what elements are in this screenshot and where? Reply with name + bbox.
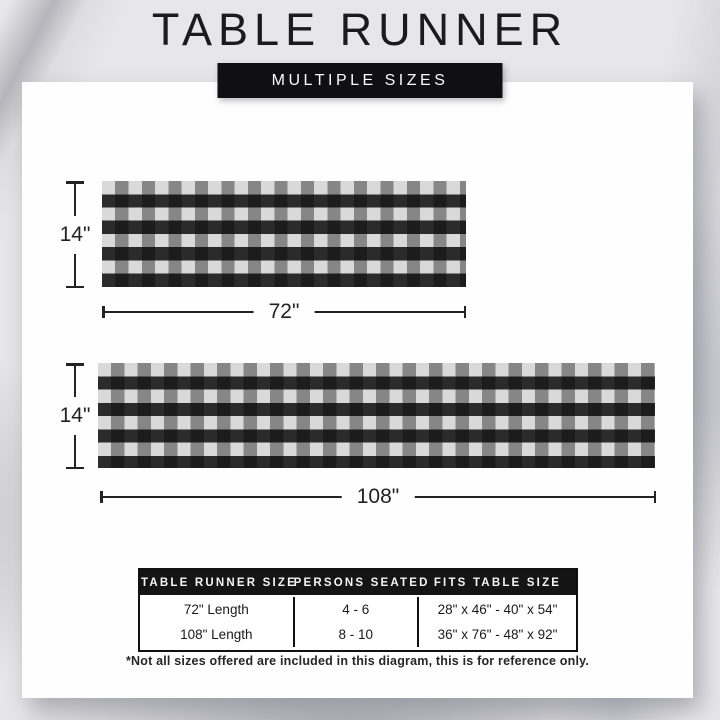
table-cell: 28" x 46" - 40" x 54"	[437, 602, 558, 617]
size-table-header-row	[140, 570, 576, 595]
table-cell: 8 - 10	[293, 622, 419, 647]
dimension-cap	[654, 491, 657, 503]
size-table-body	[140, 595, 576, 650]
dimension-cap	[66, 286, 84, 289]
height-dimension-72	[59, 181, 91, 288]
page-title: TABLE RUNNER	[151, 4, 569, 55]
size-table-header-cell: TABLE RUNNER SIZE	[141, 577, 298, 589]
table-cell: 4 - 6	[293, 597, 419, 622]
runner-108-swatch	[98, 363, 655, 468]
runner-72-swatch	[102, 181, 466, 287]
table-row	[140, 622, 576, 647]
width-label-108: 108"	[342, 483, 415, 511]
width-dimension-72	[102, 300, 466, 323]
sizes-badge: MULTIPLE SIZES	[218, 63, 503, 98]
size-table-header-cell: FITS TABLE SIZE	[433, 577, 562, 589]
dimension-cap	[464, 306, 467, 318]
info-card	[22, 82, 693, 698]
height-dimension-108	[59, 363, 91, 469]
height-label-72: 14"	[57, 216, 94, 254]
height-label-108: 14"	[57, 397, 94, 435]
table-cell: 108" Length	[180, 627, 253, 642]
table-cell: 36" x 76" - 48" x 92"	[437, 627, 558, 642]
table-cell: 72" Length	[183, 602, 249, 617]
width-dimension-108	[100, 485, 656, 508]
footnote: *Not all sizes offered are included in this diagram, this is for reference only.	[125, 654, 590, 668]
width-label-72: 72"	[254, 298, 315, 326]
size-table	[138, 568, 578, 652]
table-row	[140, 597, 576, 622]
dimension-cap	[66, 467, 84, 470]
size-table-header-cell: PERSONS SEATED	[293, 577, 430, 589]
